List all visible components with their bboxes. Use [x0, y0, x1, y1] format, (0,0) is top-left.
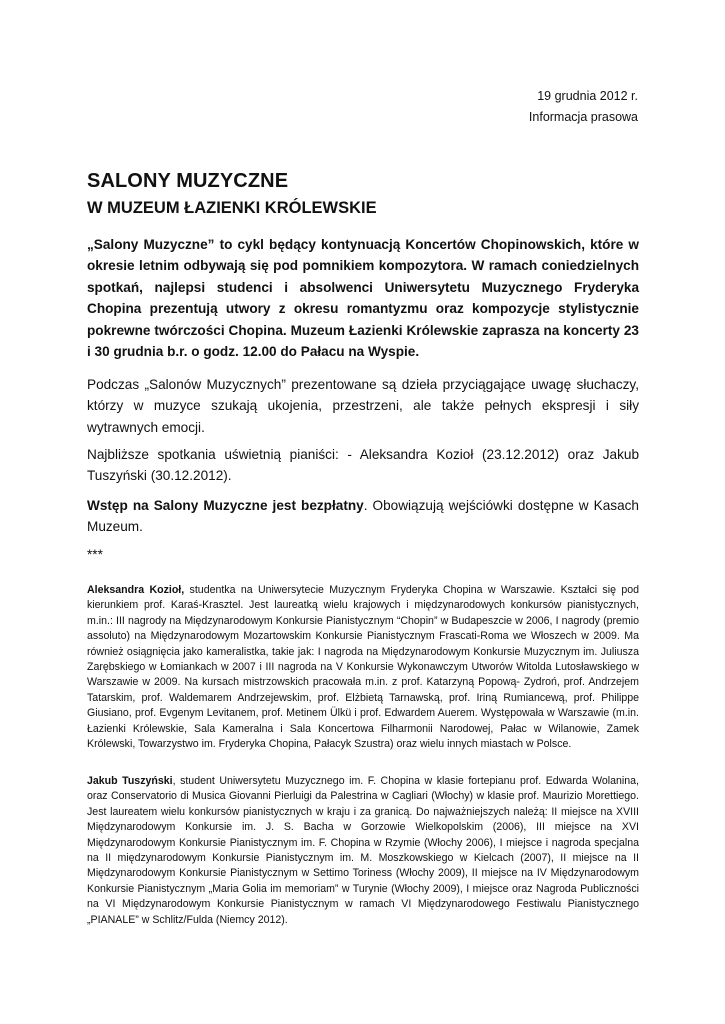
page-title: SALONY MUZYCZNE [87, 170, 289, 192]
paragraph-performers: Najbliższe spotkania uświetnią pianiści: - Aleksandra Kozioł (23.12.2012) oraz Jakub Tuszyński (30.12.2012). [87, 447, 639, 484]
bio-aleksandra-koziol [87, 583, 639, 752]
bio-text: studentka na Uniwersytecie Muzycznym Fryderyka Chopina w Warszawie. Kształci się pod kierunkiem prof. Karaś-Krasztel. Jest laureatką wielu krajowych i międzynarodowych konkursów pianistycznych, m.in.: III nagrody na Międzynarodowym Konkursie Pianistycznym “Chopin” w Budapeszcie w 2006, I nagrody (premio assoluto) na Międzynarodowym Mozartowskim Konkursie Pianistycznym Frascati-Roma we Włoszech w 2009. Ma również osiągnięcia jako kameralistka, takie jak: I nagroda na Międzynarodowym Konkursie Muzycznym im. Juliusza Zarębskiego w Łomiankach w 2007 i III nagroda na V Konkursie Wykonawczym Utworów Witolda Lutosławskiego w Warszawie w 2009. Na kursach mistrzowskich pracowała m.in. z prof. Katarzyną Popową- Zydroń, prof. Andrzejem Tatarskim, prof. Waldemarem Andrzejewskim, prof. Elżbietą Tarnawską, prof. Iriną Rumiancewą, prof. Philippe Giusiano, prof. Evgenym Levitanem, prof. Metinem Ülkü i prof. Edwardem Auerem. Występowała w Warszawie (m.in. Łazienki Królewskie, Sala Kameralna i Sala Koncertowa Filharmonii Narodowej, Pałac w Wilanowie, Zamek Królewski, Towarzystwo im. Fryderyka Chopina, Pałacyk Szustra) oraz wielu innych miastach w Polsce. [87, 584, 639, 751]
bio-name: Jakub Tuszyński [87, 775, 173, 787]
paragraph-description: Podczas „Salonów Muzycznych” prezentowane są dzieła przyciągające uwagę słuchaczy, którzy w muzyce szukają ukojenia, przestrzeni, ale także pełnych ekspresji i siły wytrawnych emocji. [87, 377, 639, 435]
bio-name: Aleksandra Kozioł, [87, 584, 185, 596]
lead-paragraph: „Salony Muzyczne” to cykl będący kontynuacją Koncertów Chopinowskich, które w okresie letnim odbywają się pod pomnikiem kompozytora. W ramach coniedzielnych spotkań, najlepsi studenci i absolwenci Uniwersytetu Muzycznego Fryderyka Chopina prezentują utwory z okresu romantyzmu oraz kompozycje stylistycznie pokrewne twórczości Chopina. Muzeum Łazienki Królewskie zaprasza na koncerty 23 i 30 grudnia b.r. o godz. 12.00 do Pałacu na Wyspie. [87, 237, 639, 360]
admission-free-text: Wstęp na Salony Muzyczne jest bezpłatny [87, 498, 364, 513]
release-date: 19 grudnia 2012 r. [537, 89, 638, 103]
bio-text: , student Uniwersytetu Muzycznego im. F. Chopina w klasie fortepianu prof. Edwarda Wolanina, oraz Conservatorio di Musica Giovanni Pierluigi da Palestrina w Cagliari (Włochy) w klasie prof. Maurizio Morettiego. Jest laureatem wielu konkursów pianistycznych w kraju i za granicą. Do najważniejszych należą: II miejsce na XVIII Międzynarodowym Konkursie im. J. S. Bacha w Gorzowie Wielkopolskim (2006), III miejsce na XVI Międzynarodowym Konkursie Pianistycznym im. F. Chopina w Rzymie (Włochy 2006), I miejsce i nagroda specjalna na II międzynarodowym Konkursie Pianistycznym im. M. Moszkowskiego w Kielcach (2007), II miejsce na II Międzynarodowym Konkursie Pianistycznym w Settimo Toriness (Włochy 2009), II miejsce na IV Międzynarodowym Konkursie Pianistycznym „Maria Golia im memoriam” w Turynie (Włochy 2009), I miejsce oraz Nagroda Publiczności na VI Międzynarodowym Konkursie Pianistycznym w ramach VI Międzynarodowego Festiwalu Pianistycznego „PIANALE” w Schlitz/Fulda (Niemcy 2012). [87, 775, 639, 926]
document-type: Informacja prasowa [528, 110, 638, 124]
header-block [529, 86, 638, 128]
admission-tickets-text: . Obowiązują wejściówki dostępne w Kasach Muzeum. [87, 498, 639, 535]
bio-jakub-tuszynski [87, 774, 639, 928]
page-subtitle: W MUZEUM ŁAZIENKI KRÓLEWSKIE [87, 199, 377, 217]
paragraph-admission [87, 495, 639, 538]
section-separator: *** [87, 547, 103, 562]
